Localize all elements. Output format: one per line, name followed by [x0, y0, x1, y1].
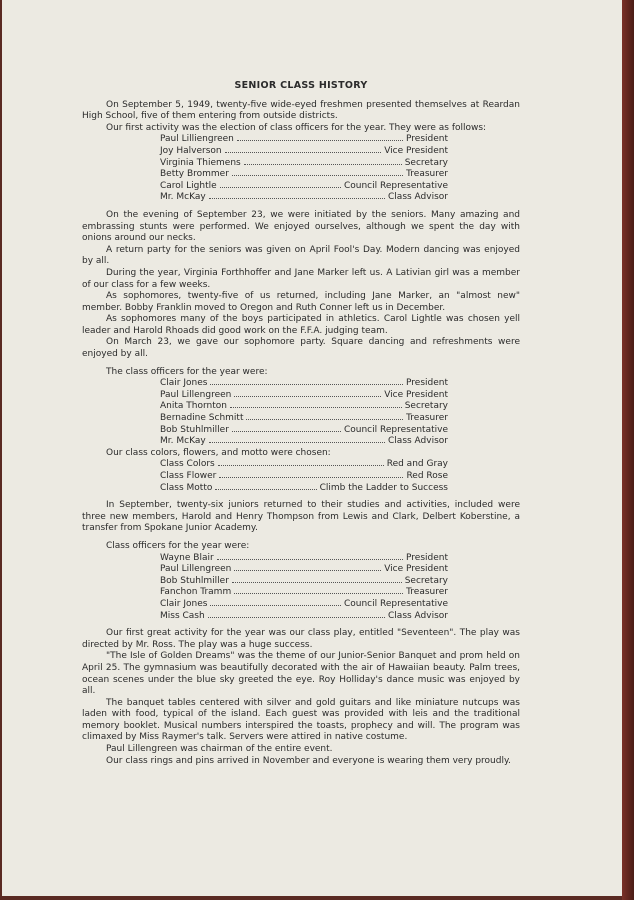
officer-row: Mr. McKay Class Advisor [160, 436, 448, 447]
officer-intro: Class officers for the year were: [106, 540, 250, 551]
yearbook-page [2, 0, 622, 896]
paragraph: As sophomores many of the boys participated in athletics. Carol Lightle was chosen yell leader and Harold Rhoads did good work on the F.F.A. judging team. [82, 314, 520, 336]
paragraph: As sophomores, twenty-five of us returned, including Jane Marker, an "almost new" member. Bobby Franklin moved to Oregon and Ruth Conner left us in December. [82, 291, 520, 313]
officer-row: Bob Stuhlmiller Council Representative [160, 424, 448, 435]
officer-row: Betty Brommer Treasurer [160, 169, 448, 180]
paragraph: Paul Lillengreen was chairman of the entire event. [106, 744, 333, 755]
paragraph: Our first activity was the election of class officers for the year. They were as follows: [106, 122, 487, 133]
class-item-row: Class Colors Red and Gray [160, 459, 448, 470]
officer-row: Anita Thornton Secretary [160, 401, 448, 412]
paragraph: During the year, Virginia Forthhoffer and Jane Marker left us. A Lativian girl was a member of our class for a few weeks. [82, 267, 520, 290]
paragraph: Our class rings and pins arrived in November and everyone is wearing them very proudly. [106, 755, 511, 766]
paragraph: "The Isle of Golden Dreams" was the theme of our Junior-Senior Banquet and prom held on April 25. The gymnasium was beautifully decorated with the air of Hawaiian beauty. Palm trees, ocean scenes under the blue sky greeted the eye. Roy Holliday's dance music was enjoyed by all. [82, 651, 520, 697]
paragraph: Our first great activity for the year was our class play, entitled "Seventeen". The play was directed by Mr. Ross. The play was a huge success. [82, 628, 520, 650]
officer-row: Fanchon Tramm Treasurer [160, 587, 448, 598]
officer-row: Joy Halverson Vice President [160, 145, 448, 156]
officer-row: Virginia Thiemens Secretary [160, 157, 448, 168]
officer-row: Clair Jones President [160, 378, 448, 389]
colors-intro: Our class colors, flowers, and motto were chosen: [106, 447, 331, 458]
paragraph: A return party for the seniors was given on April Fool's Day. Modern dancing was enjoyed by all. [82, 244, 520, 267]
class-item-row: Class Motto Climb the Ladder to Success [160, 482, 448, 493]
paragraph: On March 23, we gave our sophomore party. Square dancing and refreshments were enjoyed by all. [82, 337, 520, 360]
officer-row: Bernadine Schmitt Treasurer [160, 413, 448, 424]
class-item-row: Class Flower Red Rose [160, 471, 448, 481]
officer-list-freshman [160, 134, 448, 204]
officer-list-junior [160, 553, 448, 623]
paragraph: On the evening of September 23, we were initiated by the seniors. Many amazing and embrassing stunts were performed. We enjoyed ourselves, although we spent the day with onions around our necks. [82, 209, 520, 244]
paragraph: The banquet tables centered with silver and gold guitars and like miniature nutcups was laden with food, typical of the island. Each guest was provided with leis and the traditional memory booklet. Musical numbers interspired the toasts, prophecy and will. The program was climaxed by Miss Raymer's talk. Servers were attired in native costume. [82, 697, 520, 743]
book-spine [622, 0, 634, 900]
officer-row: Mr. McKay Class Advisor [160, 192, 448, 203]
officer-intro: The class officers for the year were: [106, 366, 268, 377]
officer-row: Paul Lillengreen Vice President [160, 389, 448, 400]
officer-row: Paul Lilliengreen President [160, 134, 448, 145]
officer-row: Paul Lillengreen Vice President [160, 564, 448, 575]
officer-row: Bob Stuhlmiller Secretary [160, 575, 448, 586]
paragraph: In September, twenty-six juniors returned to their studies and activities, included were three new members, Harold and Henry Thompson from Lewis and Clark, Delbert Koberstine, a transfer from Spokane Junior Academy. [82, 500, 520, 534]
paragraph: On September 5, 1949, twenty-five wide-eyed freshmen presented themselves at Reardan High School, five of them entering from outside districts. [82, 99, 520, 122]
officer-row: Miss Cash Class Advisor [160, 610, 448, 621]
class-colors-list [160, 459, 448, 494]
page-content [82, 80, 520, 767]
officer-row: Carol Lightle Council Representative [160, 180, 448, 191]
officer-list-sophomore [160, 378, 448, 448]
page-title: SENIOR CLASS HISTORY [234, 80, 368, 91]
officer-row: Wayne Blair President [160, 552, 448, 563]
officer-row: Clair Jones Council Representative [160, 598, 448, 609]
